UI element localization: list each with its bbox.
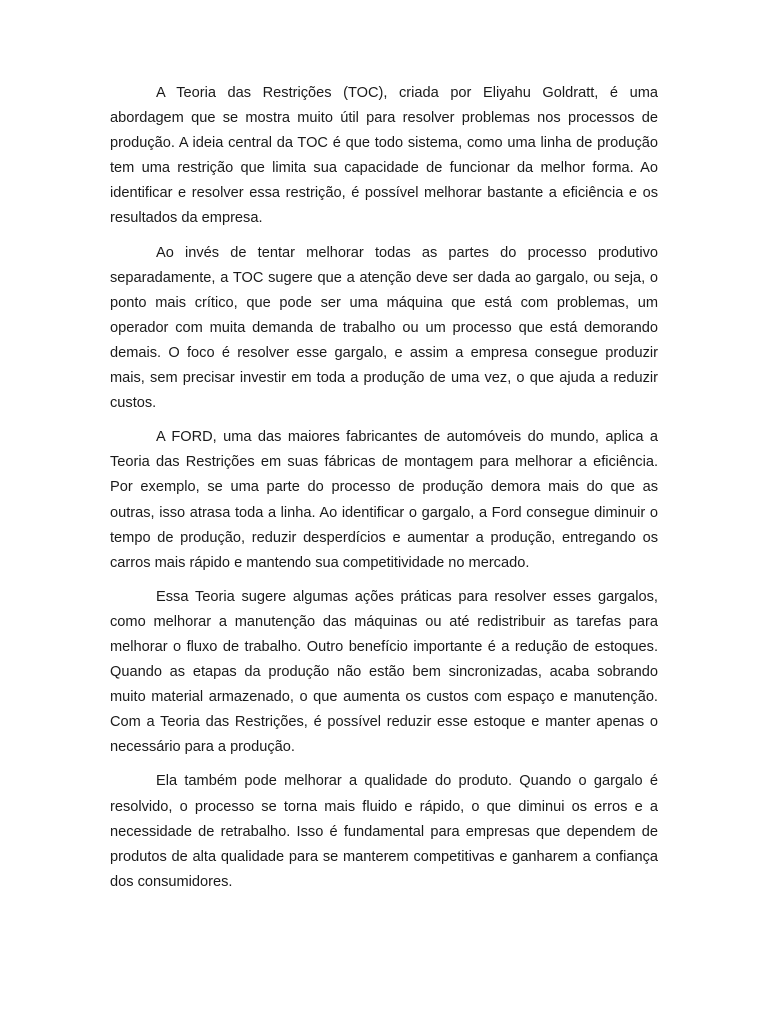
document-body [110,81,658,904]
paragraph-5: Ela também pode melhorar a qualidade do produto. Quando o gargalo é resolvido, o processo se torna mais fluido e rápido, o que diminui os erros e a necessidade de retrabalho. Isso é fundamental para empresas que dependem de produtos de alta qualidade para se manterem competitivas e ganharem a confiança dos consumidores. [110,773,658,890]
paragraph-1: A Teoria das Restrições (TOC), criada por Eliyahu Goldratt, é uma abordagem que se mostra muito útil para resolver problemas nos processos de produção. A ideia central da TOC é que todo sistema, como uma linha de produção tem uma restrição que limita sua capacidade de funcionar da melhor forma. Ao identificar e resolver essa restrição, é possível melhorar bastante a eficiência e os resultados da empresa. [110,85,658,227]
paragraph-2: Ao invés de tentar melhorar todas as partes do processo produtivo separadamente, a TOC sugere que a atenção deve ser dada ao gargalo, ou seja, o ponto mais crítico, que pode ser uma máquina que está com problemas, um operador com muita demanda de trabalho ou um processo que está demorando demais. O foco é resolver esse gargalo, e assim a empresa consegue produzir mais, sem precisar investir em toda a produção de uma vez, o que ajuda a reduzir custos. [110,244,658,412]
paragraph-3: A FORD, uma das maiores fabricantes de automóveis do mundo, aplica a Teoria das Restrições em suas fábricas de montagem para melhorar a eficiência. Por exemplo, se uma parte do processo de produção demora mais do que as outras, isso atrasa toda a linha. Ao identificar o gargalo, a Ford consegue diminuir o tempo de produção, reduzir desperdícios e aumentar a produção, entregando os carros mais rápido e mantendo sua competitividade no mercado. [110,429,658,571]
paragraph-4: Essa Teoria sugere algumas ações práticas para resolver esses gargalos, como melhorar a manutenção das máquinas ou até redistribuir as tarefas para melhorar o fluxo de trabalho. Outro benefício importante é a redução de estoques. Quando as etapas da produção não estão bem sincronizadas, acaba sobrando muito material armazenado, o que aumenta os custos com espaço e manutenção. Com a Teoria das Restrições, é possível reduzir esse estoque e manter apenas o necessário para a produção. [110,588,658,756]
